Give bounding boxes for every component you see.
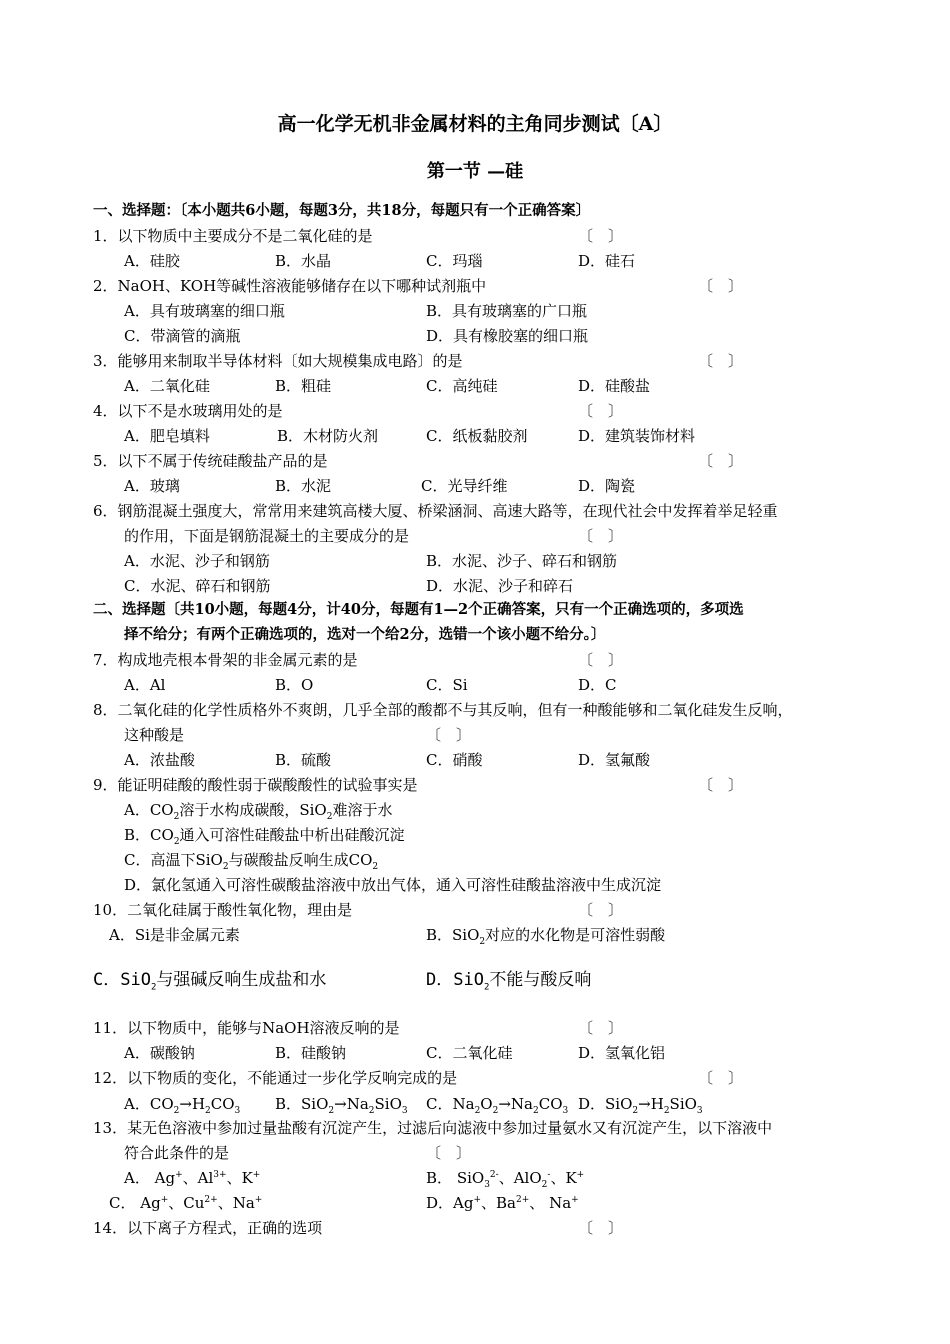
q5-option-d: D．陶瓷 bbox=[578, 477, 636, 495]
question-9-stem: 9．能证明硅酸的酸性弱于碳酸酸性的试验事实是 bbox=[93, 776, 418, 794]
q4-option-a: A．肥皂填料 bbox=[124, 427, 210, 445]
answer-bracket: 〔 〕 bbox=[698, 352, 744, 370]
question-5-stem: 5．以下不属于传统硅酸盐产品的是 bbox=[93, 452, 328, 470]
q6-option-d: D．水泥、沙子和碎石 bbox=[426, 577, 574, 595]
q3-option-a: A．二氧化硅 bbox=[124, 377, 210, 395]
q2-option-c: C．带滴管的滴瓶 bbox=[124, 327, 241, 345]
q5-option-a: A．玻璃 bbox=[124, 477, 180, 495]
q4-option-d: D．建筑装饰材料 bbox=[578, 427, 696, 445]
q5-option-b: B．水泥 bbox=[275, 477, 332, 495]
section-2-heading-cont: 择不给分；有两个正确选项的，选对一个给2分，选错一个该小题不给分。〕 bbox=[124, 626, 606, 643]
q9-option-c: C．高温下SiO$_2$与碳酸盐反响生成$CO_2$ bbox=[124, 851, 379, 872]
answer-bracket: 〔 〕 bbox=[578, 227, 624, 245]
answer-bracket: 〔 〕 bbox=[426, 1144, 472, 1162]
answer-bracket: 〔 〕 bbox=[426, 726, 472, 744]
question-13-stem: 13．某无色溶液中参加过量盐酸有沉淀产生，过滤后向滤液中参加过量氨水又有沉淀产生，以下溶液中 bbox=[93, 1119, 773, 1137]
q1-option-b: B．水晶 bbox=[275, 252, 332, 270]
q13-option-c: C． Ag+、$Cu^{2+}$、Na+ bbox=[109, 1194, 263, 1212]
answer-bracket: 〔 〕 bbox=[698, 776, 744, 794]
q3-option-c: C．高纯硅 bbox=[426, 377, 498, 395]
question-6-stem: 6．钢筋混凝土强度大，常常用来建筑高楼大厦、桥梁涵洞、高速大路等，在现代社会中发挥着举足轻重 bbox=[93, 502, 778, 520]
q2-option-a: A．具有玻璃塞的细口瓶 bbox=[124, 302, 285, 320]
question-6-stem-cont: 的作用，下面是钢筋混凝土的主要成分的是 bbox=[124, 527, 410, 545]
q8-option-a: A．浓盐酸 bbox=[124, 751, 195, 769]
q9-option-d: D．氯化氢通入可溶性碳酸盐溶液中放出气体，通入可溶性硅酸盐溶液中生成沉淀 bbox=[124, 876, 662, 894]
q4-option-c: C．纸板黏胶剂 bbox=[426, 427, 528, 445]
q2-option-b: B．具有玻璃塞的广口瓶 bbox=[426, 302, 588, 320]
q13-option-a: A． Ag+、$Al^{3+}$、K+ bbox=[124, 1169, 261, 1187]
q7-option-a: A．Al bbox=[124, 676, 166, 694]
q3-option-d: D．硅酸盐 bbox=[578, 377, 651, 395]
question-3-stem: 3．能够用来制取半导体材料〔如大规模集成电路〕的是 bbox=[93, 352, 463, 370]
q1-option-d: D．硅石 bbox=[578, 252, 636, 270]
answer-bracket: 〔 〕 bbox=[578, 901, 624, 919]
page-subtitle: 第一节 —硅 bbox=[426, 161, 524, 182]
q1-option-a: A．硅胶 bbox=[124, 252, 180, 270]
question-14-stem: 14．以下离子方程式，正确的选项 bbox=[93, 1219, 323, 1237]
q7-option-d: D．C bbox=[578, 676, 617, 694]
q8-option-b: B．硫酸 bbox=[275, 751, 332, 769]
q12-option-a: A．$CO_2\to H_2CO_3$ bbox=[124, 1095, 241, 1116]
q6-option-b: B．水泥、沙子、碎石和钢筋 bbox=[426, 552, 618, 570]
answer-bracket: 〔 〕 bbox=[578, 402, 624, 420]
question-13-stem-cont: 符合此条件的是 bbox=[124, 1144, 230, 1162]
question-7-stem: 7．构成地壳根本骨架的非金属元素的是 bbox=[93, 651, 358, 669]
q4-option-b: B．木材防火剂 bbox=[277, 427, 379, 445]
q11-option-d: D．氢氧化铝 bbox=[578, 1044, 666, 1062]
q12-option-c: C．$Na_2O_2\to Na_2CO_3$ bbox=[426, 1095, 569, 1116]
answer-bracket: 〔 〕 bbox=[698, 452, 744, 470]
question-2-stem: 2．NaOH、KOH等碱性溶液能够储存在以下哪种试剂瓶中 bbox=[93, 277, 487, 295]
q9-option-b: B．$CO_2$通入可溶性硅酸盐中析出硅酸沉淀 bbox=[124, 826, 405, 847]
question-8-stem-cont: 这种酸是 bbox=[124, 726, 185, 744]
q10-option-c: C．SiO$_2$与强碱反响生成盐和水 bbox=[93, 970, 327, 993]
q11-option-c: C．二氧化硅 bbox=[426, 1044, 513, 1062]
q13-option-b: B． SiO$_3^{2-}$、AlO$_2$-、K+ bbox=[426, 1169, 585, 1190]
q1-option-c: C．玛瑙 bbox=[426, 252, 483, 270]
q2-option-d: D．具有橡胶塞的细口瓶 bbox=[426, 327, 589, 345]
section-2-heading: 二、选择题〔共10小题，每题4分，计40分，每题有1—2个正确答案，只有一个正确选项的，多项选 bbox=[93, 601, 744, 618]
q5-option-c: C．光导纤维 bbox=[421, 477, 508, 495]
q9-option-a: A．$CO_2$溶于水构成碳酸，SiO$_2$难溶于水 bbox=[124, 801, 393, 822]
question-10-stem: 10．二氧化硅属于酸性氧化物，理由是 bbox=[93, 901, 353, 919]
q8-option-d: D．氢氟酸 bbox=[578, 751, 651, 769]
answer-bracket: 〔 〕 bbox=[698, 1069, 744, 1087]
answer-bracket: 〔 〕 bbox=[578, 1019, 624, 1037]
q8-option-c: C．硝酸 bbox=[426, 751, 483, 769]
question-8-stem: 8．二氧化硅的化学性质格外不爽朗，几乎全部的酸都不与其反响，但有一种酸能够和二氧化硅发生反响， bbox=[93, 701, 793, 719]
page-title: 高一化学无机非金属材料的主角同步测试〔A〕 bbox=[277, 113, 673, 135]
answer-bracket: 〔 〕 bbox=[698, 277, 744, 295]
q10-option-d: D．SiO$_2$不能与酸反响 bbox=[426, 970, 592, 993]
q10-option-a: A．Si是非金属元素 bbox=[109, 926, 240, 944]
answer-bracket: 〔 〕 bbox=[578, 651, 624, 669]
answer-bracket: 〔 〕 bbox=[578, 527, 624, 545]
q12-option-b: B．$SiO_2\to Na_2SiO_3$ bbox=[275, 1095, 408, 1116]
q11-option-a: A．碳酸钠 bbox=[124, 1044, 195, 1062]
q7-option-c: C．Si bbox=[426, 676, 468, 694]
section-1-heading: 一、选择题：〔本小题共6小题，每题3分，共18分，每题只有一个正确答案〕 bbox=[93, 202, 591, 219]
question-4-stem: 4．以下不是水玻璃用处的是 bbox=[93, 402, 283, 420]
q12-option-d: D．$SiO_2\to H_2SiO_3$ bbox=[578, 1095, 703, 1116]
question-12-stem: 12．以下物质的变化，不能通过一步化学反响完成的是 bbox=[93, 1069, 458, 1087]
answer-bracket: 〔 〕 bbox=[578, 1219, 624, 1237]
q3-option-b: B．粗硅 bbox=[275, 377, 332, 395]
question-11-stem: 11．以下物质中，能够与NaOH溶液反响的是 bbox=[93, 1019, 400, 1037]
question-1-stem: 1．以下物质中主要成分不是二氧化硅的是 bbox=[93, 227, 373, 245]
q7-option-b: B．O bbox=[275, 676, 314, 694]
q6-option-c: C．水泥、碎石和钢筋 bbox=[124, 577, 271, 595]
q11-option-b: B．硅酸钠 bbox=[275, 1044, 347, 1062]
q6-option-a: A．水泥、沙子和钢筋 bbox=[124, 552, 270, 570]
q10-option-b: B．SiO$_2$对应的水化物是可溶性弱酸 bbox=[426, 926, 666, 947]
q13-option-d: D．Ag+、$Ba^{2+}$、 Na+ bbox=[426, 1194, 579, 1212]
